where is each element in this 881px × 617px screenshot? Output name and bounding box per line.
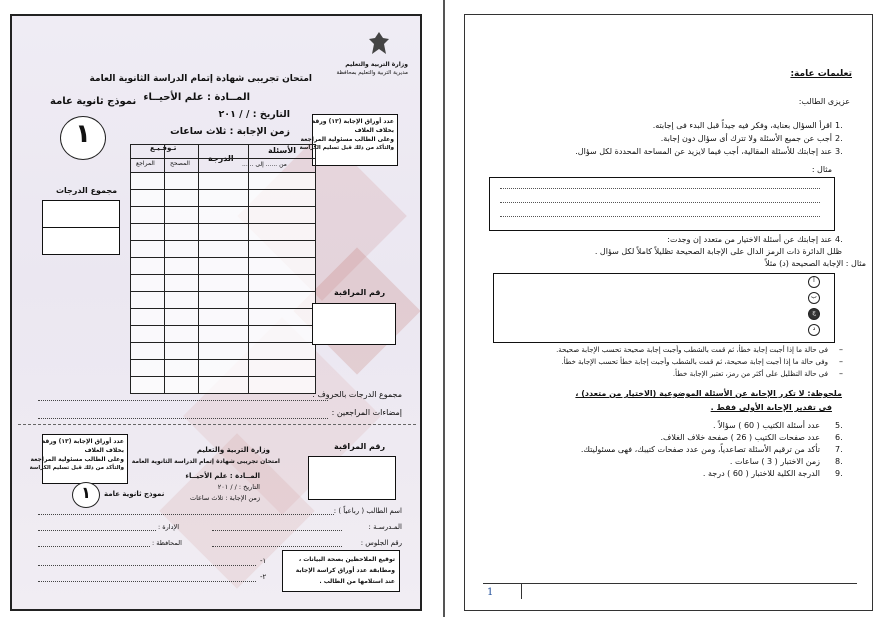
governorate-line[interactable] [38,546,150,547]
instructions-heading: تعليمات عامة: [790,69,852,79]
seat-label: رقم الجلوس : [360,539,402,547]
cover-page [10,14,422,611]
school-line[interactable] [212,530,342,531]
grade-header: الدرجة [208,154,234,163]
grades-cell [199,343,249,360]
ministry-name: وزارة التربية والتعليم [345,61,408,68]
rule-bullet: وفى حالة ما إذا أجبت إجابة صحيحة، ثم قمت بالشطب وأجبت إجابة خطأ تحسب الإجابة خطأ. [561,358,828,366]
footer-rule [483,583,857,584]
exam-fact: الدرجة الكلية للاختبار ( 60 ) درجة . [702,469,820,478]
grades-cell [131,377,165,394]
stub-model-label: نموذج ثانوية عامة [104,490,165,498]
grades-cell [165,326,199,343]
observers-note-line: ومطابقة عدد أوراق كراسة الإجابة [295,567,395,574]
stub-date: التاريخ : / / ٢٠١ [217,483,260,491]
grades-cell [199,207,249,224]
grades-cell [248,173,315,190]
seat-number-label: رقم المراقبة [334,288,386,297]
pages-note-line: والتأكد من ذلك قبل تسليم الكراسة [29,465,124,471]
exam-fact: تأكد من ترقيم الأسئلة تصاعدياً، ومن عدد صفحات كتيبك، فهى مسئوليتك. [580,445,820,454]
grades-cell [131,326,165,343]
eagle-emblem-icon [367,30,391,56]
pages-note-line: والتأكد من ذلك قبل تسليم الكراسة [299,145,394,151]
grades-row [131,360,316,377]
item-number: 6. [835,433,843,442]
grades-row [131,258,316,275]
grades-row [131,343,316,360]
grades-cell [248,190,315,207]
grades-row [131,377,316,394]
instruction-item: عند إجابتك عن أسئلة الاختيار من متعدد إن وجدت: [667,235,832,244]
seat-number-box[interactable] [312,303,396,345]
mcq-example-label: مثال : الإجابة الصحيحة (د) مثلاً [765,259,866,268]
rule-bullet: فى حالة التظليل على أكثر من رمز، تعتبر الإجابة خطأ. [672,370,828,378]
instruction-item: عند إجابتك للأسئلة المقالية، أجب فيما لايزيد عن المساحة المحددة لكل سؤال. [575,147,832,156]
grades-cell [199,159,249,173]
signature-header: تـوقـيـع [150,144,177,152]
grades-cell [248,224,315,241]
model-label: نموذج ثانوية عامة [50,96,137,107]
grades-row [131,145,316,159]
item-number: 4. [835,235,843,244]
pages-note-line: وعلى الطالب مسئولية المراجعة [30,456,124,463]
pages-note-box [299,114,398,166]
grades-cell [199,145,249,159]
student-name-label: اسم الطالب ( رباعياً ) : [333,507,402,515]
grades-cell [131,173,165,190]
stub-seat-number-box[interactable] [308,456,396,500]
grades-cell [165,292,199,309]
grades-cell [165,173,199,190]
student-name-line[interactable] [38,514,334,515]
instruction-subitem: ظلل الدائرة ذات الرمز الدال على الإجابة الصحيحة تظليلاً كاملاً لكل سؤال . [594,247,842,256]
grades-cell [131,224,165,241]
item-number: 7. [835,445,843,454]
grades-cell [199,377,249,394]
observers-note-line: عند استلامها من الطالب . [319,578,395,585]
reviewers-signature-label: إمضاءات المراجعين : [331,408,402,417]
grades-cell [131,292,165,309]
grades-cell [131,343,165,360]
grades-cell [199,326,249,343]
instruction-item: أجب عن جميع الأسئلة ولا تترك أى سؤال دون إجابة. [660,134,832,143]
total-grades-box [42,200,120,228]
grades-cell [165,159,199,173]
exam-fact: عدد صفحات الكتيب ( 26 ) صفحة خلاف الغلاف. [660,433,820,442]
grades-cell [131,145,165,159]
stub-pages-note-box [29,434,128,484]
mcq-example-box [493,273,835,343]
grades-cell [199,292,249,309]
directorate-label: الإدارة : [158,523,180,531]
item-number: 3. [835,147,843,156]
total-in-letters-line [38,400,328,401]
grades-cell [199,224,249,241]
grades-cell [165,343,199,360]
answer-line [500,202,820,203]
item-number: 8. [835,457,843,466]
reviewers-signature-line [38,418,328,419]
grades-cell [131,190,165,207]
grades-cell [199,241,249,258]
total-grades-label: مجموع الدرجات [56,186,118,195]
answer-line [500,216,820,217]
exam-date: التاريخ : / / ٢٠١ [218,109,290,120]
signature-2-line[interactable] [38,581,256,582]
grades-cell [199,360,249,377]
grades-cell [248,207,315,224]
pages-note-line: وعلى الطالب مسئولية المراجعة [300,136,394,143]
footer-divider [521,583,522,599]
grades-cell [248,275,315,292]
grades-cell [248,326,315,343]
pages-note-line: عدد أوراق الإجابة (١٣) ورقة [311,118,394,125]
directorate-name: مديرية التربية والتعليم بمحافظة [336,70,408,76]
choice-letter: أ [813,277,815,284]
grades-cell [131,241,165,258]
pages-note-line: بخلاف الغلاف [354,127,394,134]
greeting: عزيزى الطالب: [798,97,850,106]
grades-cell [199,258,249,275]
directorate-line[interactable] [38,530,156,531]
item-number: 2. [835,134,843,143]
choice-letter: ج [812,309,816,316]
exam-fact: زمن الاختبار ( 3 ) ساعات . [729,457,820,466]
grades-row [131,207,316,224]
grades-cell [131,258,165,275]
instruction-item: اقرأ السؤال بعناية، وفكر فيه جيداً قبل البدء فى إجابته. [652,121,832,130]
grades-cell [131,309,165,326]
page-number: 1 [487,587,494,598]
grades-cell [199,309,249,326]
stub-exam-title: امتحان تجريبى شهادة إتمام الدراسة الثانوية العامة [131,458,280,465]
page-separator [443,0,445,617]
grades-cell [165,207,199,224]
grades-cell [165,190,199,207]
bullet-dash: – [839,369,843,378]
item-number: 5. [835,421,843,430]
rule-bullet: فى حالة ما إذا أجبت إجابة خطأ، ثم قمت بالشطب وأجبت إجابة صحيحة تحسب الإجابة صحيحة. [556,346,828,354]
grades-cell [131,360,165,377]
choice-letter: د [812,325,816,332]
grades-cell [248,343,315,360]
stub-model-number: ١ [81,483,91,502]
stub-subject: المــادة : علم الأحيــاء [185,472,260,480]
signature-1-label: -١ [260,557,267,565]
seat-line[interactable] [212,546,342,547]
grades-row [131,326,316,343]
grades-cell [165,224,199,241]
grades-cell [131,159,165,173]
governorate-label: المحافظة : [152,539,182,547]
grades-cell [248,377,315,394]
grades-cell [248,241,315,258]
stub-duration: زمن الإجابة : ثلاث ساعات [189,494,260,502]
example-label: مثال : [811,165,832,174]
grades-cell [248,360,315,377]
stub-divider [18,424,416,425]
example-answer-box [489,177,835,231]
model-number: ١ [75,119,91,149]
exam-fact: عدد أسئلة الكتيب ( 60 ) سؤالاً . [713,421,820,430]
corrector-header: المصحح [170,160,190,167]
school-label: المـدرسـة : [368,523,402,531]
grades-row [131,159,316,173]
signature-1-line[interactable] [38,565,256,566]
reviewer-header: المراجع [136,160,155,167]
grades-cell [165,241,199,258]
grades-cell [199,173,249,190]
grades-cell [165,258,199,275]
answer-line [500,188,820,189]
grades-cell [131,275,165,292]
item-number: 9. [835,469,843,478]
questions-range-header: من ...... إلى ...... [242,161,287,168]
exam-title: امتحان تجريبى شهادة إتمام الدراسة الثانوية العامة [89,74,312,84]
grades-cell [165,360,199,377]
grades-row [131,224,316,241]
bullet-dash: – [839,345,843,354]
total-grades-box [42,227,120,255]
exam-duration: زمن الإجابة : ثلاث ساعات [170,126,290,137]
grades-cell [248,145,315,159]
pages-note-line: بخلاف الغلاف [84,447,124,454]
grades-cell [248,159,315,173]
total-in-letters-label: مجموع الدرجات بالحروف : [312,390,402,399]
grades-cell [199,190,249,207]
grades-row [131,241,316,258]
grades-cell [165,275,199,292]
observers-note-line: توقيع الملاحظين بصحة البيانات ، [298,556,395,563]
instructions-page [464,14,873,611]
note-line: ملحوظة: لا تكرر الإجابة عن الأسئلة الموضوعية (الاختيار من متعدد) ، [575,389,842,398]
grades-cell [165,377,199,394]
grades-row [131,292,316,309]
grades-row [131,275,316,292]
pages-note-line: عدد أوراق الإجابة (١٣) ورقة [41,438,124,445]
grades-cell [165,145,199,159]
grades-cell [131,207,165,224]
signature-2-label: -٢ [260,573,267,581]
grades-row [131,190,316,207]
note-line-continued: فى تقدير الإجابة الأولى فقط . [710,403,832,412]
stub-seat-number-label: رقم المراقبة [334,442,386,451]
bullet-dash: – [839,357,843,366]
grades-cell [248,258,315,275]
stub-ministry: وزارة التربية والتعليم [196,446,270,454]
choice-letter: ب [811,293,817,300]
grades-row [131,173,316,190]
grades-cell [248,292,315,309]
grades-cell [165,309,199,326]
grades-cell [199,275,249,292]
observers-note-box [282,550,400,592]
grades-cell [248,309,315,326]
item-number: 1. [835,121,843,130]
exam-subject: المــادة : علم الأحيــاء [143,92,250,103]
questions-header: الأسئلة [268,146,296,155]
grades-row [131,309,316,326]
